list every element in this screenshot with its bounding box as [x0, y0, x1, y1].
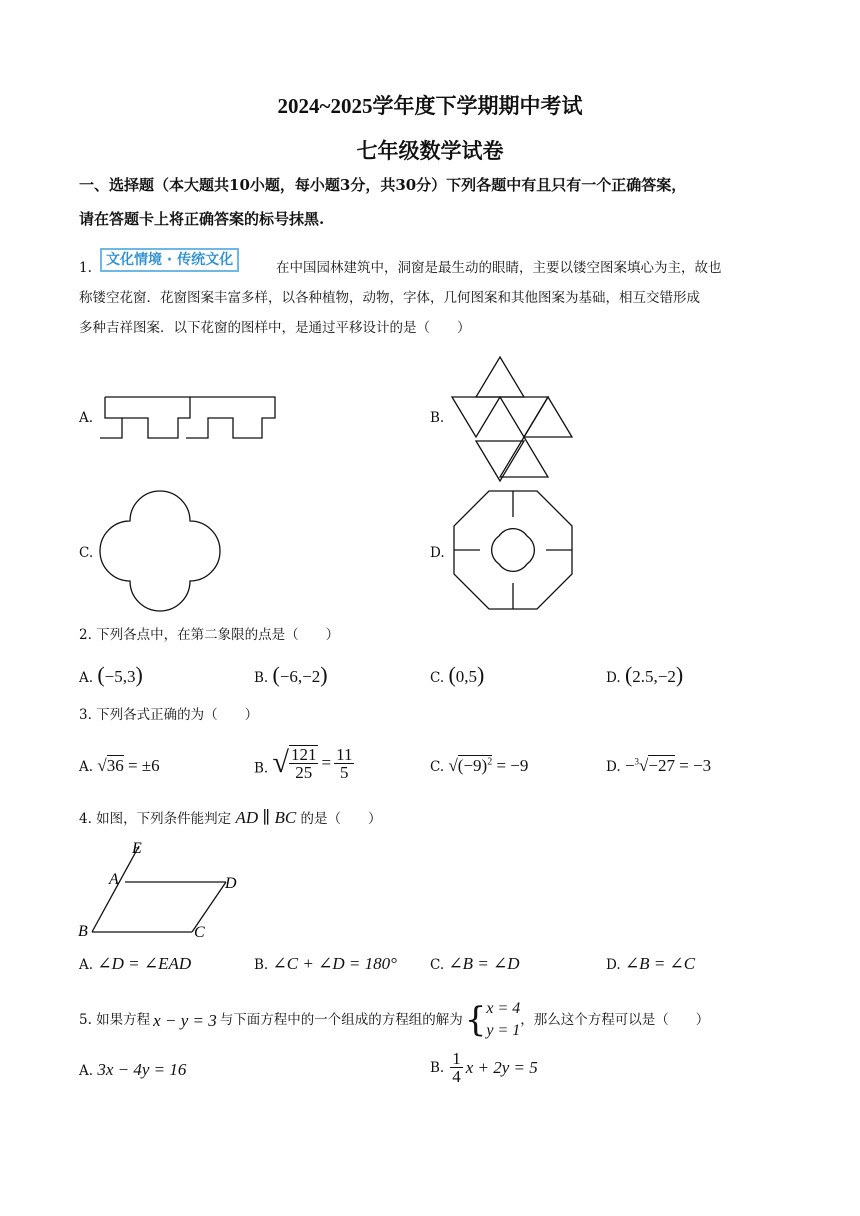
q4-parallelogram-figure [78, 840, 258, 940]
q3-option-b: B. √ $\frac{121}{25}$ = $\frac{11}{5}$ [254, 744, 353, 782]
q2-option-d-label: D. [606, 670, 621, 686]
q3-option-c-rhs: = −9 [496, 756, 529, 775]
q1-option-b-figure [452, 355, 574, 480]
q5-stem-mid: 与下面方程中的一个组成的方程组的解为 [219, 1011, 463, 1028]
q3-option-d-rhs: = −3 [679, 756, 712, 775]
q3-option-d-neg: − [624, 756, 635, 775]
q1-option-d-figure [453, 490, 575, 612]
q5-equation: x − y = 3 [153, 1010, 217, 1030]
q4-option-d [606, 954, 695, 974]
q5-stem: 5. 如果方程 x − y = 3 与下面方程中的一个组成的方程组的解为 { x = 4 y = 1 ，那么这个方程可以是（ ） [79, 1000, 710, 1040]
q3-option-a-rhs: = ±6 [127, 756, 160, 775]
q2-option-d-value: 2.5,−2 [632, 667, 676, 686]
q3-option-c-label: C. [430, 759, 445, 775]
q4-label-b: B [78, 923, 88, 940]
q3-option-a-radicand: 36 [106, 756, 124, 775]
q4-stem-pre: 4. 如图，下列条件能判定 [79, 811, 232, 827]
q1-option-c-label: C. [79, 545, 94, 561]
q1-number: 1. [79, 260, 92, 276]
q4-label-c: C [194, 924, 205, 941]
q5-option-b-label: B. [430, 1059, 445, 1076]
q5-option-a-label: A. [79, 1063, 94, 1079]
q3-option-b-eq: = [321, 753, 332, 772]
exam-title: 2024~2025学年度下学期期中考试 [277, 94, 583, 118]
q2-option-c: C. (0,5) [430, 662, 485, 687]
q2-option-c-label: C. [430, 670, 445, 686]
q5-stem-post: ，那么这个方程可以是（ ） [520, 1011, 710, 1028]
q3-stem: 3. 下列各式正确的为（ ） [79, 707, 259, 723]
q1-stem-line1: 在中国园林建筑中，洞窗是最生动的眼睛，主要以镂空图案填心为主，故也 [276, 260, 722, 276]
q2-option-c-value: 0,5 [455, 667, 478, 686]
q3-option-d-radicand: −27 [648, 756, 675, 775]
q2-stem: 2. 下列各点中，在第二象限的点是（ ） [79, 627, 340, 643]
q5-option-b-den: 4 [452, 1067, 461, 1086]
q4-label-d: D [225, 875, 237, 892]
q4-label-a: A [109, 871, 119, 888]
q5-option-b [430, 1050, 538, 1085]
q2-option-b-value: −6,−2 [279, 667, 321, 686]
q4-option-c [430, 954, 520, 974]
q4-option-c-text: ∠B = ∠D [448, 954, 520, 973]
q4-option-d-text: ∠B = ∠C [624, 954, 696, 973]
q5-solution-x: x = 4 [486, 1000, 521, 1017]
q1-option-c-figure [100, 490, 220, 612]
exam-subtitle: 七年级数学试卷 [356, 139, 504, 163]
q4-option-b-label: B. [254, 957, 269, 973]
q3-option-b-rden: 5 [340, 762, 349, 782]
q3-option-b-rnum: 11 [336, 744, 353, 764]
q1-option-a-figure [100, 395, 265, 443]
q5-option-b-num: 1 [452, 1049, 461, 1068]
q3-option-a: A. √36 = ±6 [79, 756, 160, 775]
q3-option-d: D. −$^3$√−27 = −3 [606, 756, 712, 775]
q1-culture-tag: 文化情境 · 传统文化 [100, 248, 239, 272]
q3-option-c: C. $√(-9)^2 = -9$ [430, 756, 529, 775]
q5-option-a [79, 1060, 186, 1080]
q5-option-a-text: 3x − 4y = 16 [97, 1060, 187, 1079]
q1-option-b-label: B. [430, 410, 445, 426]
q4-option-c-label: C. [430, 957, 445, 973]
q5-stem-pre: 5. 如果方程 [79, 1011, 151, 1028]
q4-label-e: E [132, 840, 142, 857]
q3-option-b-den: 25 [295, 763, 313, 782]
q4-option-b [254, 954, 397, 974]
q1-stem-line2: 称镂空花窗．花窗图案丰富多样，以各种植物，动物，字体，几何图案和其他图案为基础，相互交错形成 [79, 290, 700, 306]
q2-option-b-label: B. [254, 670, 269, 686]
q2-option-d: D. (2.5,−2) [606, 662, 684, 687]
q1-option-d-label: D. [430, 545, 445, 561]
q3-option-c-inner: −9 [463, 756, 482, 775]
q3-option-d-index: 3 [634, 756, 640, 767]
q1-option-a-label: A. [79, 410, 94, 426]
q3-option-d-label: D. [606, 759, 621, 775]
q2-option-b: B. (−6,−2) [254, 662, 328, 687]
q4-option-d-label: D. [606, 957, 621, 973]
q3-option-b-num: 121 [290, 745, 317, 764]
q4-stem [79, 803, 382, 834]
q4-option-a-text: ∠D = ∠EAD [97, 954, 192, 973]
q1-stem-line3: 多种吉祥图案．以下花窗的图样中，是通过平移设计的是（ ） [79, 320, 471, 336]
q4-option-a-label: A. [79, 957, 94, 973]
q4-option-a [79, 954, 191, 974]
section-heading-line2: 请在答题卡上将正确答案的标号抹黑. [79, 210, 325, 228]
q4-option-b-text: ∠C + ∠D = 180° [272, 954, 397, 973]
q4-stem-math: AD ∥ BC [235, 808, 297, 827]
q5-option-b-rest: x + 2y = 5 [465, 1057, 538, 1077]
q4-stem-post: 的是（ ） [300, 811, 382, 827]
q2-option-a: A. (−5,3) [79, 662, 143, 687]
q3-option-a-label: A. [79, 759, 94, 775]
q2-option-a-value: −5,3 [104, 667, 136, 686]
q2-option-a-label: A. [79, 670, 94, 686]
section-heading-line1: 一、选择题（本大题共10小题，每小题3分，共30分）下列各题中有且只有一个正确答案， [79, 176, 687, 194]
q5-solution-y: y = 1 [486, 1022, 521, 1039]
q3-option-b-label: B. [254, 760, 269, 777]
q3-option-c-exp: 2 [487, 756, 493, 768]
